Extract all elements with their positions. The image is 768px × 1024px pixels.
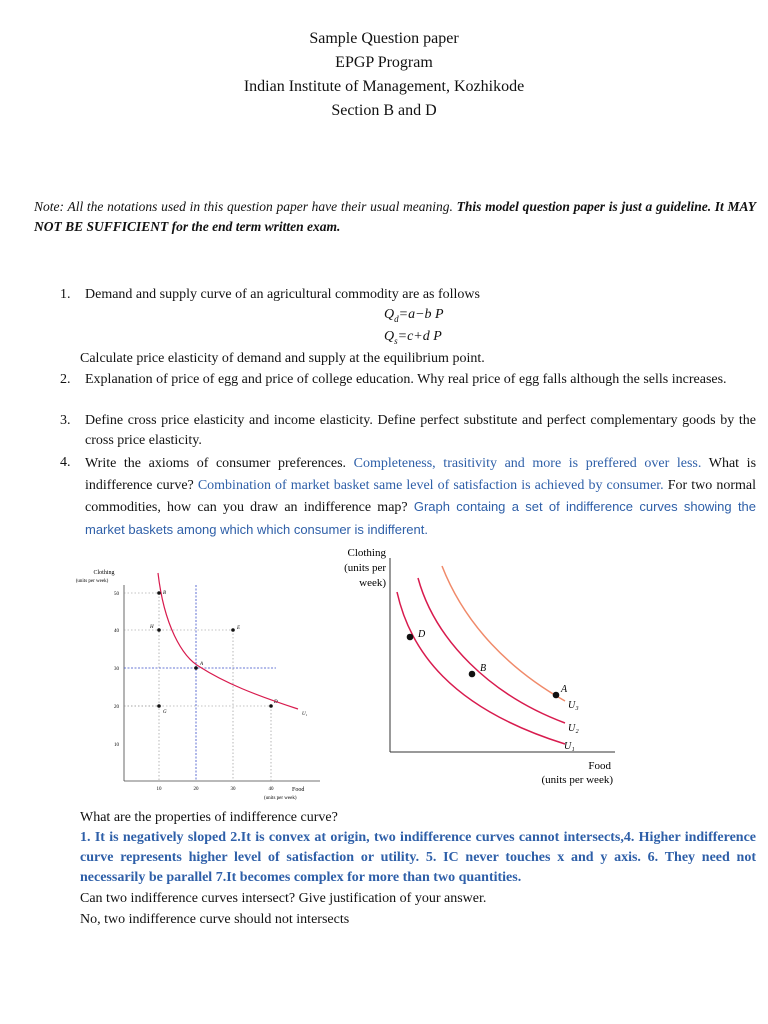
q1-followup: Calculate price elasticity of demand and supply at the equilibrium point. bbox=[80, 351, 485, 366]
q4-number: 4. bbox=[60, 455, 71, 470]
fig1-ytick: 30 bbox=[114, 667, 119, 672]
eq1-sub: d bbox=[394, 313, 399, 324]
fig1-point-E bbox=[231, 628, 235, 632]
header-line-2: EPGP Program bbox=[335, 54, 433, 71]
fig2-point-A bbox=[553, 692, 560, 699]
header-line-3: Indian Institute of Management, Kozhikode bbox=[243, 78, 525, 95]
fig1-ylabel-1: Clothing bbox=[93, 570, 115, 576]
fig2-ylabel-1: Clothing bbox=[347, 547, 386, 559]
fig2-label-U3: U₃ bbox=[568, 700, 579, 711]
fig1-xlabel-1: Food bbox=[292, 787, 305, 793]
fig1-ylabel-2: (units per week) bbox=[75, 579, 109, 584]
fig1-ytick: 50 bbox=[114, 592, 119, 597]
fig1-label-H: H bbox=[150, 625, 154, 630]
fig1-xtick: 30 bbox=[230, 787, 236, 792]
q4-text bbox=[85, 453, 756, 541]
intersect-question: Can two indifference curves intersect? Give justification of your answer. bbox=[80, 891, 487, 906]
fig1-xtick: 10 bbox=[156, 787, 162, 792]
fig1-label-A: A bbox=[200, 662, 204, 667]
fig1-point-H bbox=[157, 628, 161, 632]
fig2-label-U1: U₁ bbox=[564, 741, 575, 752]
q4-a: Write the axioms of consumer preferences. bbox=[85, 456, 347, 471]
fig1-ytick: 40 bbox=[114, 629, 119, 634]
q1-equation-demand bbox=[384, 305, 444, 329]
q4-a-answer: Completeness, trasitivity and more is preffered over less. bbox=[353, 456, 702, 471]
q1-text: Demand and supply curve of an agricultural commodity are as follows bbox=[85, 287, 480, 302]
fig1-xlabel-2: (units per week) bbox=[264, 796, 297, 801]
fig1-label-U1: U₁ bbox=[302, 712, 308, 717]
fig2-label-B: B bbox=[480, 663, 487, 674]
header-line-4: Section B and D bbox=[331, 102, 437, 119]
fig1-point-G bbox=[157, 704, 161, 708]
header-line-1: Sample Question paper bbox=[309, 30, 459, 47]
fig1-point-D bbox=[269, 704, 273, 708]
document-header bbox=[0, 27, 768, 123]
intersect-answer: No, two indifference curve should not intersects bbox=[80, 912, 350, 927]
fig2-label-U2: U₂ bbox=[568, 723, 579, 734]
fig1-xtick: 20 bbox=[193, 787, 199, 792]
fig2-curve-U2 bbox=[418, 578, 565, 723]
eq2-rhs: =c+d P bbox=[397, 329, 442, 344]
eq1-rhs: =a−b P bbox=[398, 307, 444, 322]
eq2-sub: s bbox=[394, 335, 398, 346]
q2-number: 2. bbox=[60, 372, 71, 387]
q4-b-answer: Combination of market basket same level of satisfaction is achieved by consumer. bbox=[197, 477, 664, 493]
eq1-lhs: Q bbox=[384, 307, 395, 322]
q1-equation-supply bbox=[384, 327, 442, 351]
fig2-label-D: D bbox=[418, 629, 426, 640]
q4-c-answer: Graph containg a set of indifference curves showing the market baskets among which which consumer is indifferent. bbox=[85, 499, 757, 537]
fig2-xlabel-1: Food bbox=[588, 760, 611, 772]
fig1-ytick: 20 bbox=[114, 705, 119, 710]
figure-indifference-map bbox=[330, 540, 630, 790]
fig1-label-G: G bbox=[163, 710, 167, 715]
fig1-ytick: 10 bbox=[114, 743, 119, 748]
eq2-lhs: Q bbox=[384, 329, 395, 344]
note-bold: This model question paper is just a guideline. It MAY NOT BE SUFFICIENT for the end term written exam. bbox=[34, 199, 757, 234]
q4-b: What is indifference curve? bbox=[85, 456, 757, 493]
fig2-ylabel-2: (units per bbox=[344, 562, 386, 574]
fig1-point-B bbox=[157, 591, 161, 595]
q3-number: 3. bbox=[60, 413, 71, 428]
q4-c: For two normal commodities, how can you draw an indifference map? bbox=[85, 477, 757, 515]
fig2-point-D bbox=[407, 634, 414, 641]
figure-indifference-curve-points bbox=[60, 555, 330, 810]
fig2-point-B bbox=[469, 671, 476, 678]
fig1-label-E: E bbox=[237, 626, 241, 631]
fig2-ylabel-3: week) bbox=[359, 577, 386, 589]
fig1-label-B: B bbox=[163, 591, 167, 596]
fig1-label-D: D bbox=[274, 700, 278, 705]
note-paragraph bbox=[34, 197, 756, 237]
fig2-curve-U3 bbox=[442, 566, 565, 701]
note-italic: Note: All the notations used in this question paper have their usual meaning. bbox=[34, 199, 453, 214]
properties-question: What are the properties of indifference curve? bbox=[80, 810, 338, 825]
q2-text: Explanation of price of egg and price of college education. Why real price of egg falls although the sells increases. bbox=[85, 372, 727, 387]
fig2-label-A: A bbox=[561, 684, 568, 695]
fig2-xlabel-2: (units per week) bbox=[541, 774, 613, 786]
q3-text: Define cross price elasticity and income elasticity. Define perfect substitute and perfect complementary goods by the cross price elasticity. bbox=[85, 413, 756, 448]
fig1-point-A bbox=[194, 666, 198, 670]
properties-answer: 1. It is negatively sloped 2.It is convex at origin, two indifference curves cannot intersects,4. Higher indifference curve represents higher level of satisfaction or utility. 5. IC never touches x and y axis. 6. They need not necessarily be parallel 7.It becomes complex for more than two quantities. bbox=[80, 830, 756, 885]
q1-number: 1. bbox=[60, 287, 71, 302]
fig1-xtick: 40 bbox=[268, 787, 274, 792]
fig1-indifference-curve bbox=[158, 573, 298, 709]
